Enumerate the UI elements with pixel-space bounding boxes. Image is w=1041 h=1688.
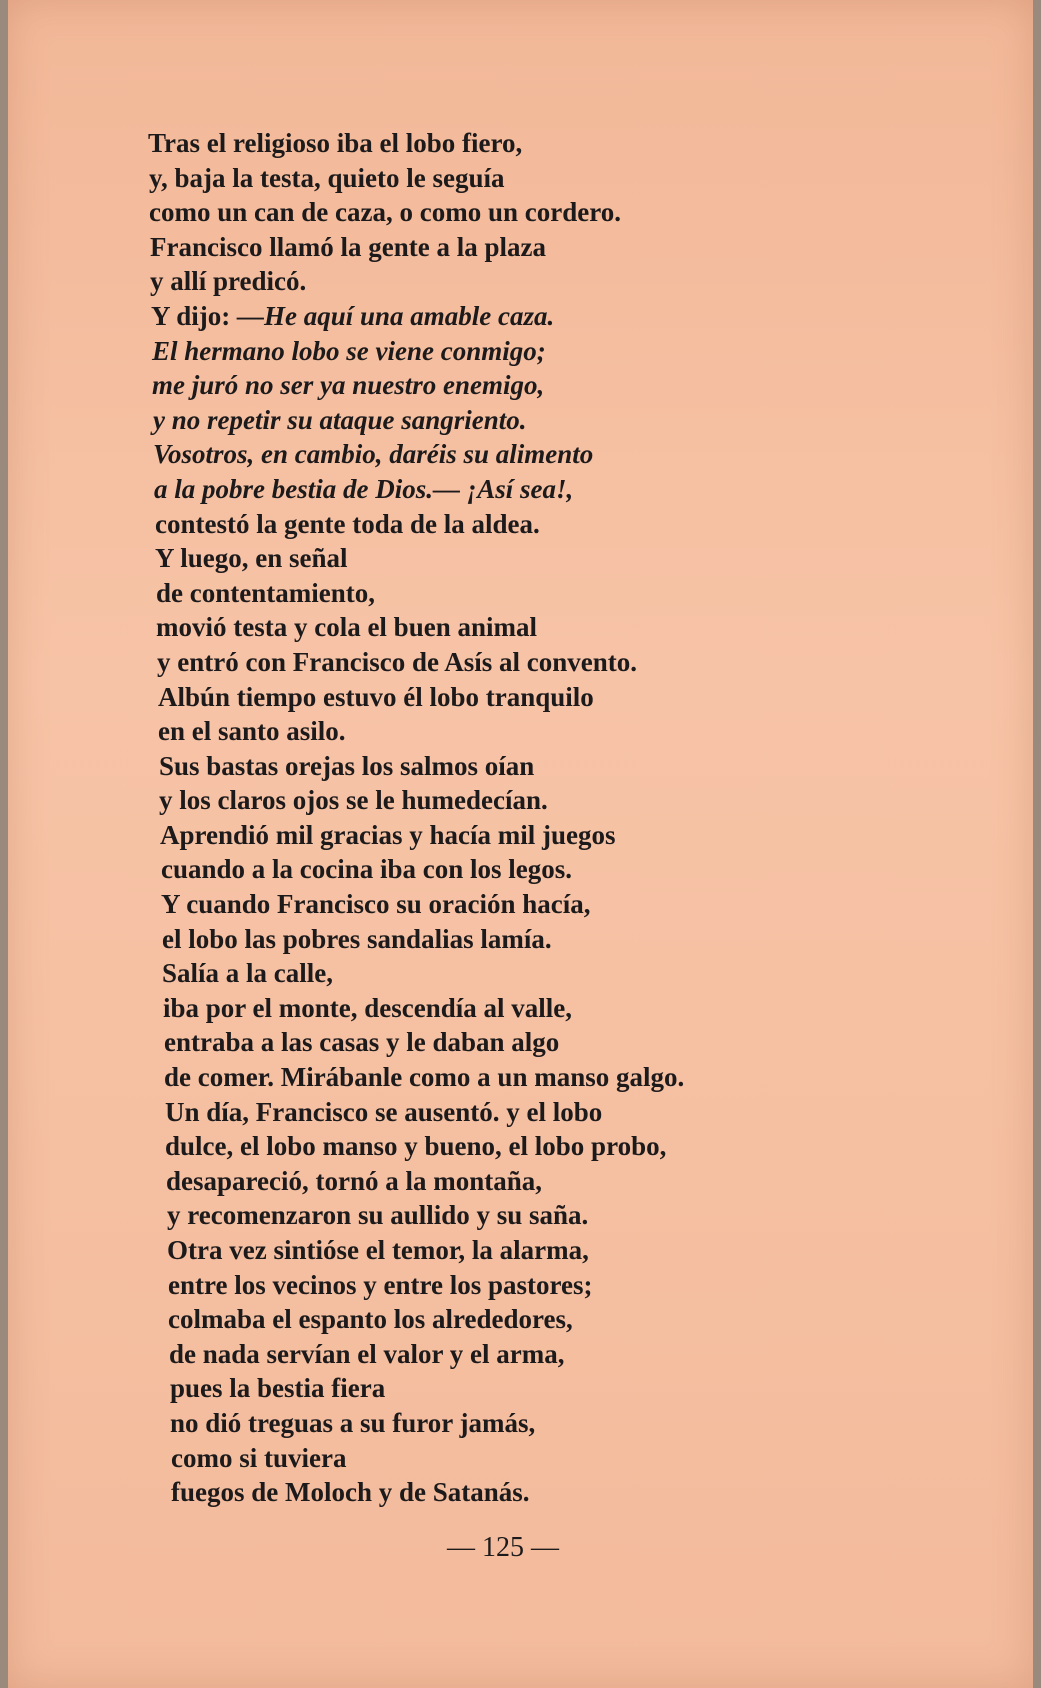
poem-line: y entró con Francisco de Asís al convento. <box>157 646 637 677</box>
poem-line: de nada servían el valor y el arma, <box>169 1338 565 1369</box>
poem-line: fuegos de Moloch y de Satanás. <box>171 1477 530 1508</box>
poem-line <box>148 334 1008 369</box>
poem-line: en el santo asilo. <box>158 716 346 747</box>
poem-line: como un can de caza, o como un cordero. <box>149 197 621 228</box>
poem-line: contestó la gente toda de la aldea. <box>155 508 540 539</box>
page-number: — 125 — <box>447 1532 559 1563</box>
poem-line <box>148 368 1008 403</box>
poem-line-italic: El hermano lobo se viene conmigo; <box>152 335 546 366</box>
poem-line: Aprendió mil gracias y hacía mil juegos <box>160 819 616 850</box>
poem-line: de contentamiento, <box>156 577 375 608</box>
poem-line: desapareció, tornó a la montaña, <box>166 1165 542 1196</box>
poem-line: cuando a la cocina iba con los legos. <box>161 854 573 885</box>
poem-line-text: Y dijo: <box>151 300 237 331</box>
poem-line-italic: Vosotros, en cambio, daréis su alimento <box>153 439 594 470</box>
poem-line <box>148 403 1008 438</box>
poem-line: como si tuviera <box>171 1442 347 1473</box>
poem-line: entre los vecinos y entre los pastores; <box>168 1269 593 1300</box>
poem-line-italic: me juró no ser ya nuestro enemigo, <box>152 370 545 401</box>
poem-line: y recomenzaron su aullido y su saña. <box>167 1200 589 1231</box>
poem-line: pues la bestia fiera <box>170 1373 386 1404</box>
poem-line: colmaba el espanto los alrededores, <box>168 1304 573 1335</box>
poem-line: Salía a la calle, <box>162 958 333 989</box>
poem-line: y allí predicó. <box>150 266 307 297</box>
poem-line: y, baja la testa, quieto le seguía <box>149 162 505 193</box>
poem-line <box>148 472 1008 507</box>
poem-line-italic: —He aquí una amable caza. <box>237 300 555 331</box>
poem-line: movió testa y cola el buen animal <box>156 612 537 643</box>
poem-line: no dió treguas a su furor jamás, <box>170 1407 536 1438</box>
poem-line: Francisco llamó la gente a la plaza <box>150 231 546 262</box>
poem-line-italic: a la pobre bestia de Dios.— ¡Así sea!, <box>154 473 574 504</box>
poem-line: entraba a las casas y le daban algo <box>164 1027 560 1058</box>
poem-line: Otra vez sintióse el temor, la alarma, <box>167 1235 589 1265</box>
poem-line: Un día, Francisco se ausentó. y el lobo <box>165 1096 603 1127</box>
poem-line: dulce, el lobo manso y bueno, el lobo probo, <box>165 1131 667 1162</box>
poem-line: iba por el monte, descendía al valle, <box>163 992 572 1023</box>
poem-line: Albún tiempo estuvo él lobo tranquilo <box>158 681 594 712</box>
poem-line: el lobo las pobres sandalias lamía. <box>162 923 552 954</box>
poem-line: Y cuando Francisco su oración hacía, <box>161 889 591 920</box>
poem-line: de comer. Mirábanle como a un manso galgo. <box>164 1062 685 1093</box>
book-page <box>8 0 1033 1688</box>
poem-line <box>148 437 1008 472</box>
poem-line: Tras el religioso iba el lobo fiero, <box>148 128 523 158</box>
poem-line <box>148 299 1008 334</box>
poem-text <box>148 126 1008 1510</box>
poem-line: y los claros ojos se le humedecían. <box>159 785 548 816</box>
poem-line-italic: y no repetir su ataque sangriento. <box>153 404 527 435</box>
poem-line: Y luego, en señal <box>155 543 348 574</box>
poem-line: Sus bastas orejas los salmos oían <box>159 750 535 781</box>
